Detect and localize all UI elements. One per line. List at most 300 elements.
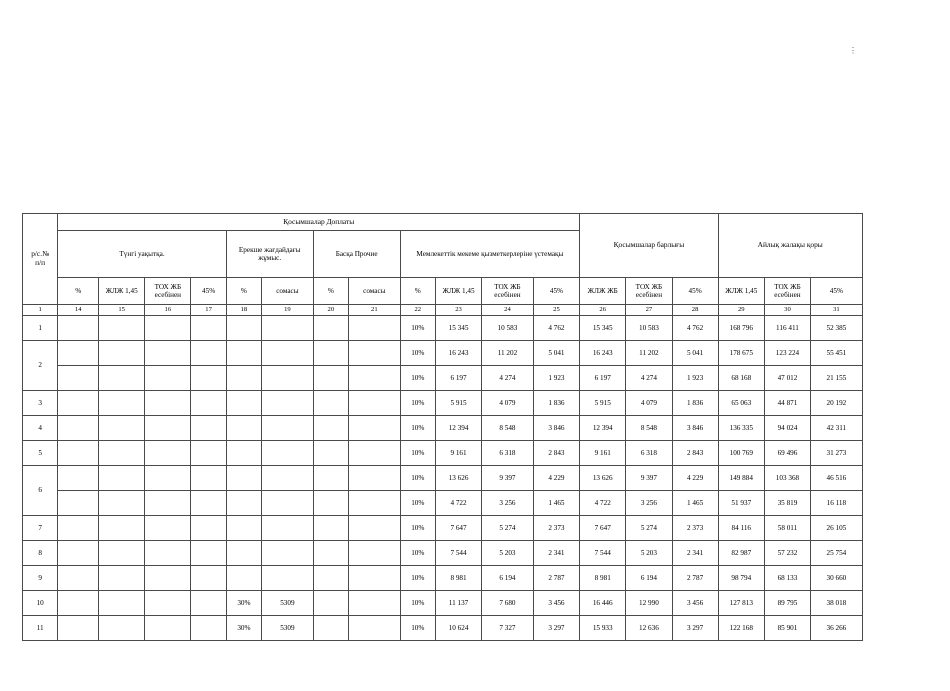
table-row (23, 466, 909, 491)
cell-other-summa (349, 566, 401, 591)
header-state-zhlzh: ЖЛЖ 1,45 (435, 278, 481, 305)
header-row-number (23, 214, 58, 305)
row-number-cell: 7 (23, 516, 58, 541)
cell-state-zhlzh: 12 394 (435, 416, 481, 441)
cell-state-toh: 6 318 (482, 441, 534, 466)
cell-night-45 (191, 541, 226, 566)
cell-state-zhlzh: 6 197 (435, 366, 481, 391)
cell-state-45: 2 373 (533, 516, 579, 541)
cell-total-toh: 6 318 (626, 441, 672, 466)
cell-night-percent (58, 441, 99, 466)
cell-special-summa (262, 516, 314, 541)
cell-night-toh (145, 341, 191, 366)
header-total-supplements-group: Қосымшалар барлығы (580, 214, 719, 278)
colnum-28: 28 (672, 305, 718, 316)
cell-total-45: 3 297 (672, 616, 718, 641)
cell-state-percent: 10% (400, 341, 435, 366)
row-number-cell: 8 (23, 541, 58, 566)
cell-total-45: 1 465 (672, 491, 718, 516)
cell-night-percent (58, 316, 99, 341)
cell-night-toh (145, 366, 191, 391)
cell-fund-45: 52 385 (811, 316, 863, 341)
table-column-numbers-row (23, 305, 909, 316)
cell-state-toh: 6 194 (482, 566, 534, 591)
colnum-19: 19 (262, 305, 314, 316)
cell-total-zhlzh: 7 544 (580, 541, 626, 566)
cell-other-summa (349, 316, 401, 341)
cell-state-45: 2 341 (533, 541, 579, 566)
cell-total-toh: 12 990 (626, 591, 672, 616)
cell-state-toh: 7 680 (482, 591, 534, 616)
cell-state-toh: 11 202 (482, 341, 534, 366)
cell-state-45: 3 297 (533, 616, 579, 641)
cell-night-toh (145, 466, 191, 491)
colnum-20: 20 (313, 305, 348, 316)
header-state-toh: ТОХ ЖБ есебінен (482, 278, 534, 305)
cell-night-zhlzh (99, 366, 145, 391)
cell-night-45 (191, 316, 226, 341)
cell-fund-toh: 58 011 (764, 516, 810, 541)
cell-total-zhlzh: 15 345 (580, 316, 626, 341)
header-fund-45: 45% (811, 278, 863, 305)
table-body (23, 316, 909, 641)
cell-other-percent (313, 416, 348, 441)
cell-other-percent (313, 591, 348, 616)
header-monthly-fund-group: Айлық жалақы қоры (718, 214, 862, 278)
header-other-percent: % (313, 278, 348, 305)
header-night-toh: ТОХ ЖБ есебінен (145, 278, 191, 305)
cell-state-percent: 10% (400, 591, 435, 616)
cell-fund-45: 30 660 (811, 566, 863, 591)
cell-night-zhlzh (99, 391, 145, 416)
cell-total-45: 5 041 (672, 341, 718, 366)
cell-other-percent (313, 316, 348, 341)
cell-fund-toh: 116 411 (764, 316, 810, 341)
cell-other-percent (313, 516, 348, 541)
cell-night-toh (145, 541, 191, 566)
table-row (23, 366, 909, 391)
cell-state-zhlzh: 11 137 (435, 591, 481, 616)
colnum-29: 29 (718, 305, 764, 316)
colnum-14: 14 (58, 305, 99, 316)
cell-state-45: 1 923 (533, 366, 579, 391)
cell-other-percent (313, 341, 348, 366)
cell-state-45: 4 229 (533, 466, 579, 491)
cell-state-45: 1 465 (533, 491, 579, 516)
header-special-group: Ерекше жағдайдағы жұмыс. (226, 231, 313, 278)
header-other-summa: сомасы (349, 278, 401, 305)
cell-night-percent (58, 341, 99, 366)
table-row (23, 391, 909, 416)
cell-night-percent (58, 541, 99, 566)
cell-state-zhlzh: 15 345 (435, 316, 481, 341)
cell-fund-45: 38 018 (811, 591, 863, 616)
cell-fund-toh: 35 819 (764, 491, 810, 516)
cell-other-summa (349, 591, 401, 616)
cell-total-45: 3 846 (672, 416, 718, 441)
colnum-31: 31 (811, 305, 863, 316)
cell-fund-toh: 103 368 (764, 466, 810, 491)
cell-night-percent (58, 516, 99, 541)
cell-fund-45: 55 451 (811, 341, 863, 366)
cell-night-percent (58, 391, 99, 416)
cell-night-toh (145, 441, 191, 466)
cell-total-45: 1 836 (672, 391, 718, 416)
cell-total-zhlzh: 4 722 (580, 491, 626, 516)
cell-state-toh: 4 274 (482, 366, 534, 391)
cell-special-summa (262, 316, 314, 341)
cell-night-zhlzh (99, 341, 145, 366)
cell-night-toh (145, 516, 191, 541)
cell-night-zhlzh (99, 541, 145, 566)
cell-other-percent (313, 491, 348, 516)
cell-night-zhlzh (99, 616, 145, 641)
cell-special-percent (226, 366, 261, 391)
cell-other-summa (349, 541, 401, 566)
cell-state-45: 3 456 (533, 591, 579, 616)
colnum-1: 1 (23, 305, 58, 316)
cell-state-zhlzh: 4 722 (435, 491, 481, 516)
cell-fund-45: 46 516 (811, 466, 863, 491)
cell-fund-toh: 89 795 (764, 591, 810, 616)
cell-night-45 (191, 491, 226, 516)
cell-night-percent (58, 416, 99, 441)
cell-total-45: 2 787 (672, 566, 718, 591)
row-number-cell: 11 (23, 616, 58, 641)
table-row (23, 566, 909, 591)
cell-special-summa: 5309 (262, 616, 314, 641)
table-row (23, 541, 909, 566)
cell-state-percent: 10% (400, 466, 435, 491)
cell-total-toh: 4 274 (626, 366, 672, 391)
cell-state-toh: 8 548 (482, 416, 534, 441)
row-number-cell: 9 (23, 566, 58, 591)
header-fund-zhlzh: ЖЛЖ 1,45 (718, 278, 764, 305)
page-speck-mark: ⋮ (849, 46, 857, 55)
cell-other-percent (313, 541, 348, 566)
cell-state-toh: 3 256 (482, 491, 534, 516)
cell-state-zhlzh: 16 243 (435, 341, 481, 366)
cell-other-summa (349, 391, 401, 416)
cell-fund-toh: 44 871 (764, 391, 810, 416)
cell-total-45: 2 843 (672, 441, 718, 466)
cell-fund-45: 36 266 (811, 616, 863, 641)
cell-other-percent (313, 441, 348, 466)
cell-fund-zhlzh: 68 168 (718, 366, 764, 391)
cell-state-percent: 10% (400, 516, 435, 541)
cell-other-percent (313, 366, 348, 391)
cell-special-summa (262, 366, 314, 391)
cell-special-percent: 30% (226, 616, 261, 641)
cell-special-percent (226, 391, 261, 416)
cell-state-zhlzh: 5 915 (435, 391, 481, 416)
salary-table-container (22, 213, 909, 641)
colnum-18: 18 (226, 305, 261, 316)
cell-night-percent (58, 366, 99, 391)
header-night-group: Түнгі уақытқа. (58, 231, 226, 278)
table-row (23, 616, 909, 641)
cell-fund-zhlzh: 100 769 (718, 441, 764, 466)
colnum-30: 30 (764, 305, 810, 316)
cell-fund-45: 21 155 (811, 366, 863, 391)
cell-total-zhlzh: 9 161 (580, 441, 626, 466)
cell-night-toh (145, 591, 191, 616)
cell-night-zhlzh (99, 441, 145, 466)
header-night-zhlzh: ЖЛЖ 1,45 (99, 278, 145, 305)
cell-other-summa (349, 616, 401, 641)
cell-night-45 (191, 566, 226, 591)
cell-fund-zhlzh: 178 675 (718, 341, 764, 366)
cell-state-toh: 9 397 (482, 466, 534, 491)
cell-state-zhlzh: 7 544 (435, 541, 481, 566)
header-row-number-line2: п/п (35, 258, 46, 267)
cell-state-toh: 5 274 (482, 516, 534, 541)
cell-other-summa (349, 491, 401, 516)
cell-state-45: 2 843 (533, 441, 579, 466)
cell-total-zhlzh: 16 446 (580, 591, 626, 616)
cell-special-percent (226, 466, 261, 491)
cell-fund-zhlzh: 122 168 (718, 616, 764, 641)
colnum-17: 17 (191, 305, 226, 316)
row-number-cell: 5 (23, 441, 58, 466)
table-header-group-row (23, 214, 909, 231)
table-row (23, 441, 909, 466)
cell-special-summa (262, 466, 314, 491)
cell-total-zhlzh: 5 915 (580, 391, 626, 416)
colnum-15: 15 (99, 305, 145, 316)
header-night-45: 45% (191, 278, 226, 305)
cell-special-percent (226, 516, 261, 541)
cell-fund-45: 16 118 (811, 491, 863, 516)
cell-special-percent (226, 566, 261, 591)
cell-total-45: 4 229 (672, 466, 718, 491)
cell-night-zhlzh (99, 316, 145, 341)
cell-state-45: 5 041 (533, 341, 579, 366)
cell-state-percent: 10% (400, 541, 435, 566)
table-header-columns-row (23, 278, 909, 305)
cell-night-percent (58, 591, 99, 616)
cell-night-45 (191, 391, 226, 416)
cell-total-toh: 3 256 (626, 491, 672, 516)
table-row (23, 491, 909, 516)
cell-night-zhlzh (99, 566, 145, 591)
cell-night-zhlzh (99, 591, 145, 616)
cell-fund-toh: 85 901 (764, 616, 810, 641)
cell-special-summa (262, 566, 314, 591)
cell-state-percent: 10% (400, 566, 435, 591)
cell-fund-zhlzh: 168 796 (718, 316, 764, 341)
cell-special-percent (226, 316, 261, 341)
cell-fund-toh: 47 012 (764, 366, 810, 391)
cell-other-summa (349, 516, 401, 541)
header-row-number-line1: р/с.№ (31, 249, 50, 259)
cell-state-toh: 4 079 (482, 391, 534, 416)
cell-total-45: 4 762 (672, 316, 718, 341)
cell-state-45: 1 836 (533, 391, 579, 416)
row-number-cell: 4 (23, 416, 58, 441)
cell-state-percent: 10% (400, 616, 435, 641)
cell-other-summa (349, 441, 401, 466)
header-total-zhlzh: ЖЛЖ ЖБ (580, 278, 626, 305)
cell-total-zhlzh: 15 933 (580, 616, 626, 641)
cell-other-percent (313, 391, 348, 416)
cell-other-summa (349, 466, 401, 491)
cell-fund-toh: 69 496 (764, 441, 810, 466)
cell-state-zhlzh: 13 626 (435, 466, 481, 491)
row-number-cell: 6 (23, 466, 58, 516)
row-number-cell: 2 (23, 341, 58, 391)
cell-total-toh: 5 203 (626, 541, 672, 566)
cell-night-percent (58, 566, 99, 591)
header-fund-toh: ТОХ ЖБ есебінен (764, 278, 810, 305)
cell-other-percent (313, 466, 348, 491)
header-state-group: Мемлекеттік мекеме қызметкерлеріне үстемақы (400, 231, 580, 278)
cell-fund-45: 25 754 (811, 541, 863, 566)
cell-special-summa (262, 416, 314, 441)
cell-other-summa (349, 341, 401, 366)
cell-state-percent: 10% (400, 366, 435, 391)
cell-fund-zhlzh: 51 937 (718, 491, 764, 516)
row-number-cell: 3 (23, 391, 58, 416)
header-night-percent: % (58, 278, 99, 305)
cell-total-toh: 6 194 (626, 566, 672, 591)
cell-total-toh: 10 583 (626, 316, 672, 341)
cell-special-summa (262, 341, 314, 366)
cell-night-percent (58, 491, 99, 516)
cell-special-percent: 30% (226, 591, 261, 616)
cell-night-45 (191, 341, 226, 366)
cell-state-percent: 10% (400, 391, 435, 416)
cell-special-percent (226, 491, 261, 516)
cell-night-toh (145, 566, 191, 591)
cell-special-summa (262, 441, 314, 466)
cell-state-percent: 10% (400, 491, 435, 516)
header-state-percent: % (400, 278, 435, 305)
cell-state-45: 2 787 (533, 566, 579, 591)
cell-night-45 (191, 366, 226, 391)
cell-fund-toh: 94 024 (764, 416, 810, 441)
cell-other-summa (349, 416, 401, 441)
cell-fund-zhlzh: 136 335 (718, 416, 764, 441)
cell-total-zhlzh: 12 394 (580, 416, 626, 441)
cell-fund-zhlzh: 65 063 (718, 391, 764, 416)
cell-fund-45: 31 273 (811, 441, 863, 466)
header-supplements-group: Қосымшалар Доплаты (58, 214, 580, 231)
cell-night-45 (191, 466, 226, 491)
cell-fund-45: 20 192 (811, 391, 863, 416)
cell-fund-zhlzh: 149 884 (718, 466, 764, 491)
table-row (23, 341, 909, 366)
cell-total-zhlzh: 13 626 (580, 466, 626, 491)
header-special-percent: % (226, 278, 261, 305)
cell-night-45 (191, 591, 226, 616)
cell-fund-toh: 57 232 (764, 541, 810, 566)
header-state-45: 45% (533, 278, 579, 305)
cell-night-zhlzh (99, 516, 145, 541)
cell-fund-zhlzh: 84 116 (718, 516, 764, 541)
header-total-toh: ТОХ ЖБ есебінен (626, 278, 672, 305)
cell-night-45 (191, 416, 226, 441)
cell-special-percent (226, 441, 261, 466)
cell-total-toh: 9 397 (626, 466, 672, 491)
cell-state-zhlzh: 8 981 (435, 566, 481, 591)
header-total-45: 45% (672, 278, 718, 305)
row-number-cell: 1 (23, 316, 58, 341)
cell-total-45: 3 456 (672, 591, 718, 616)
cell-state-toh: 5 203 (482, 541, 534, 566)
cell-state-zhlzh: 9 161 (435, 441, 481, 466)
cell-total-zhlzh: 8 981 (580, 566, 626, 591)
table-row (23, 516, 909, 541)
cell-state-zhlzh: 10 624 (435, 616, 481, 641)
table-row (23, 591, 909, 616)
cell-night-toh (145, 391, 191, 416)
cell-total-toh: 4 079 (626, 391, 672, 416)
cell-night-percent (58, 616, 99, 641)
cell-fund-toh: 68 133 (764, 566, 810, 591)
cell-fund-toh: 123 224 (764, 341, 810, 366)
table-row (23, 416, 909, 441)
colnum-25: 25 (533, 305, 579, 316)
row-number-cell: 10 (23, 591, 58, 616)
cell-state-percent: 10% (400, 441, 435, 466)
cell-night-zhlzh (99, 491, 145, 516)
cell-special-summa: 5309 (262, 591, 314, 616)
cell-special-summa (262, 491, 314, 516)
cell-fund-45: 26 105 (811, 516, 863, 541)
cell-special-percent (226, 416, 261, 441)
cell-special-summa (262, 391, 314, 416)
cell-state-zhlzh: 7 647 (435, 516, 481, 541)
cell-total-zhlzh: 6 197 (580, 366, 626, 391)
cell-state-45: 4 762 (533, 316, 579, 341)
cell-special-summa (262, 541, 314, 566)
cell-total-toh: 11 202 (626, 341, 672, 366)
cell-night-zhlzh (99, 416, 145, 441)
colnum-22: 22 (400, 305, 435, 316)
header-special-summa: сомасы (262, 278, 314, 305)
cell-total-45: 2 373 (672, 516, 718, 541)
cell-night-45 (191, 616, 226, 641)
cell-night-toh (145, 316, 191, 341)
colnum-26: 26 (580, 305, 626, 316)
cell-other-summa (349, 366, 401, 391)
cell-total-zhlzh: 16 243 (580, 341, 626, 366)
salary-table (22, 213, 909, 641)
cell-special-percent (226, 541, 261, 566)
cell-state-percent: 10% (400, 316, 435, 341)
colnum-16: 16 (145, 305, 191, 316)
cell-other-percent (313, 616, 348, 641)
cell-fund-zhlzh: 82 987 (718, 541, 764, 566)
cell-state-toh: 10 583 (482, 316, 534, 341)
cell-night-toh (145, 491, 191, 516)
cell-other-percent (313, 566, 348, 591)
cell-fund-zhlzh: 127 813 (718, 591, 764, 616)
cell-fund-45: 42 311 (811, 416, 863, 441)
cell-total-toh: 8 548 (626, 416, 672, 441)
cell-total-45: 1 923 (672, 366, 718, 391)
cell-fund-zhlzh: 98 794 (718, 566, 764, 591)
colnum-23: 23 (435, 305, 481, 316)
cell-night-zhlzh (99, 466, 145, 491)
cell-total-toh: 5 274 (626, 516, 672, 541)
cell-night-45 (191, 516, 226, 541)
header-other-group: Басқа Прочие (313, 231, 400, 278)
cell-state-percent: 10% (400, 416, 435, 441)
cell-state-toh: 7 327 (482, 616, 534, 641)
table-row (23, 316, 909, 341)
